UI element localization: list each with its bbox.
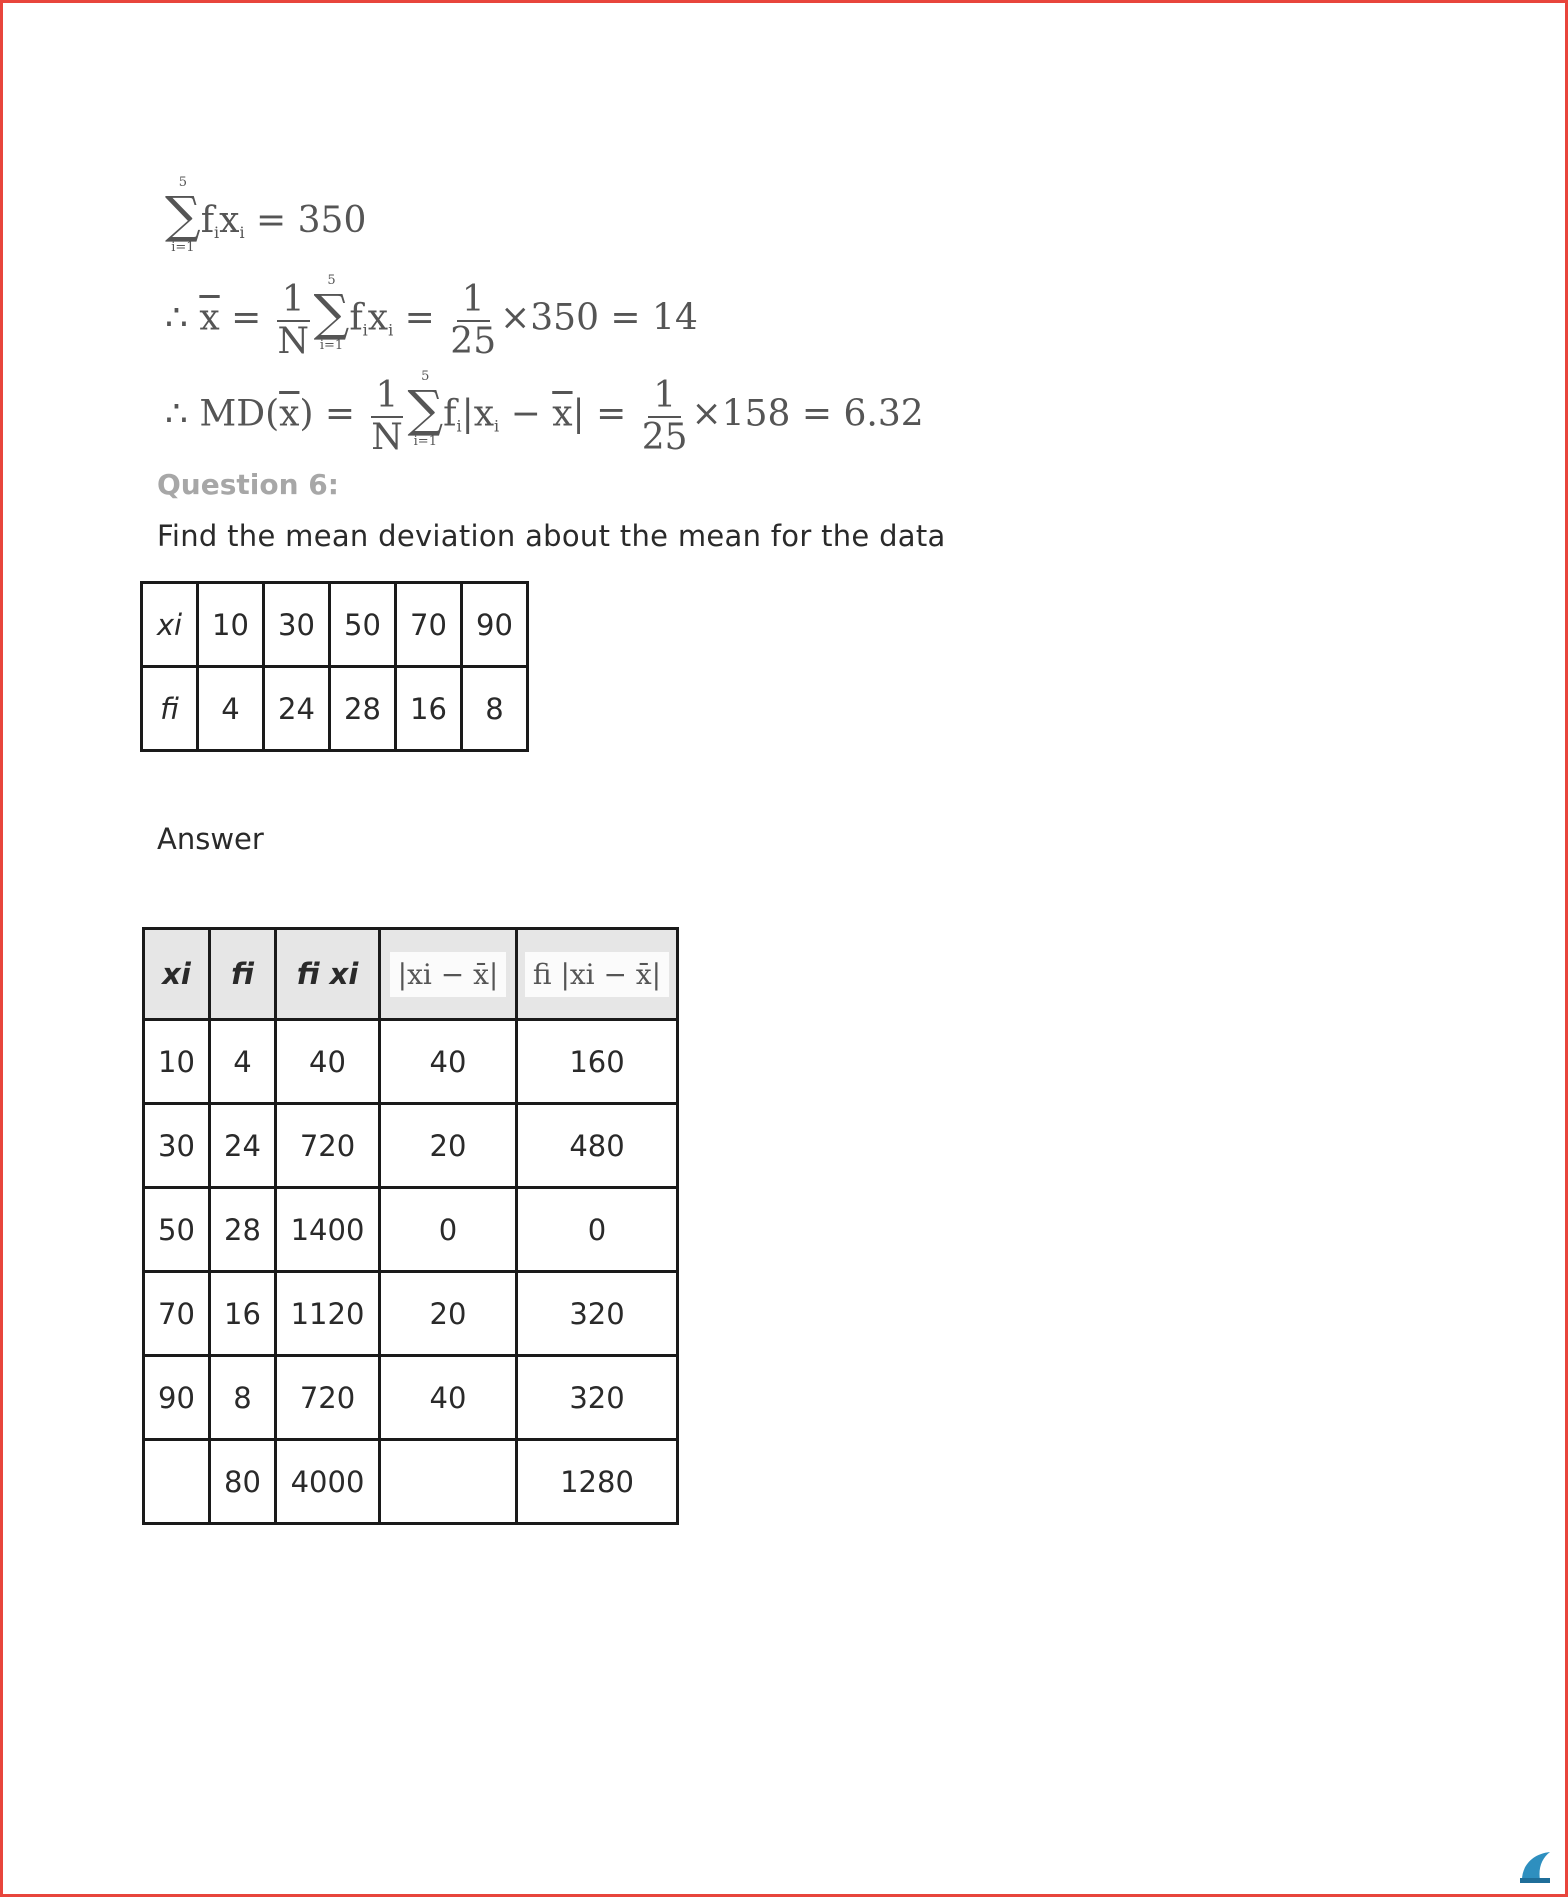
table-cell: 8 (462, 667, 528, 751)
eq1-sub: i (214, 223, 220, 242)
eq2-fraction2 (450, 280, 496, 361)
table-cell: 480 (517, 1104, 678, 1188)
table-cell: 320 (517, 1272, 678, 1356)
therefore-symbol: ∴ (165, 297, 200, 339)
table-cell: 16 (396, 667, 462, 751)
eq1-f: f (200, 200, 215, 241)
logo-icon (1518, 1848, 1552, 1884)
row-head-xi: xi (142, 583, 198, 667)
table-cell: 70 (396, 583, 462, 667)
question-text: Find the mean deviation about the mean for the data (157, 519, 946, 553)
eq2-x: x (367, 297, 389, 339)
frac-den: N (371, 416, 403, 458)
table-cell: 16 (210, 1272, 276, 1356)
eq3-xbar2: $\overline{x}$ (552, 393, 573, 435)
table-row (144, 1020, 678, 1104)
table-cell: 10 (144, 1020, 210, 1104)
table-cell: 80 (210, 1440, 276, 1524)
answer-label: Answer (157, 822, 264, 856)
eq2-f: f (349, 297, 363, 339)
frac-den: 25 (641, 416, 688, 458)
sum-upper-limit: 5 (421, 368, 430, 384)
table-cell: 1400 (276, 1188, 380, 1272)
table-cell: 1280 (517, 1440, 678, 1524)
question-data-table (140, 581, 529, 752)
header-xi: xi (144, 929, 210, 1020)
table-cell: 0 (380, 1188, 517, 1272)
table-cell: 40 (380, 1356, 517, 1440)
equation-sum-fixi (165, 175, 367, 255)
question-label: Question 6: (157, 468, 339, 501)
eq3-sub2: i (494, 416, 500, 436)
table-cell: 4000 (276, 1440, 380, 1524)
header-fixi: fi xi (276, 929, 380, 1020)
table-row (144, 1356, 678, 1440)
table-row (144, 1188, 678, 1272)
eq2-xbar: $\overline{x}$ (199, 297, 220, 339)
table-cell: 160 (517, 1020, 678, 1104)
table-cell: 40 (276, 1020, 380, 1104)
eq3-rhs: ×158 = 6.32 (691, 393, 924, 435)
eq2-sub: i (362, 320, 368, 340)
table-row (144, 1272, 678, 1356)
table-cell: 50 (144, 1188, 210, 1272)
table-cell: 90 (144, 1356, 210, 1440)
header-fi-abs-dev-formula: fi |xi − x̄| (525, 952, 669, 997)
eq3-close: ) = (299, 393, 367, 435)
table-cell: 4 (198, 667, 264, 751)
table-cell: 720 (276, 1356, 380, 1440)
table-cell: 24 (264, 667, 330, 751)
eq3-abs-open: |x (461, 393, 495, 435)
frac-den: N (277, 320, 309, 362)
sum-lower-limit: i=1 (171, 240, 195, 255)
eq3-f: f (443, 393, 457, 435)
eq3-sub: i (456, 416, 462, 436)
header-abs-dev-formula: |xi − x̄| (390, 952, 507, 997)
table-cell: 30 (264, 583, 330, 667)
table-cell (380, 1440, 517, 1524)
table-row (144, 1104, 678, 1188)
eq2-sub2: i (388, 320, 394, 340)
equation-mean-deviation (165, 368, 924, 458)
table-cell: 20 (380, 1272, 517, 1356)
table-row (142, 667, 528, 751)
table-cell: 720 (276, 1104, 380, 1188)
table-cell: 20 (380, 1104, 517, 1188)
sum-upper-limit: 5 (327, 272, 336, 288)
sum-upper-limit: 5 (178, 175, 187, 190)
table-cell: 90 (462, 583, 528, 667)
eq2-fraction (277, 280, 310, 361)
table-cell: 70 (144, 1272, 210, 1356)
table-cell: 10 (198, 583, 264, 667)
eq1-sub2: i (239, 223, 245, 242)
sum-lower-limit: i=1 (319, 337, 344, 353)
eq3-fraction2 (642, 376, 688, 457)
table-header-row (144, 929, 678, 1020)
table-cell (144, 1440, 210, 1524)
eq3-xbar: $\overline{x}$ (279, 393, 300, 435)
eq3-fraction (371, 376, 404, 457)
eq2-rhs: ×350 = 14 (500, 297, 698, 339)
header-fi: fi (210, 929, 276, 1020)
header-abs-dev (380, 929, 517, 1020)
table-cell: 40 (380, 1020, 517, 1104)
table-cell: 30 (144, 1104, 210, 1188)
eq2-equals: = (219, 297, 273, 339)
eq3-prefix: ∴ MD( (165, 393, 280, 435)
table-cell: 4 (210, 1020, 276, 1104)
row-head-fi: fi (142, 667, 198, 751)
table-cell: 50 (330, 583, 396, 667)
sigma-symbol: ∑ 5 i=1 (313, 272, 350, 353)
table-cell: 0 (517, 1188, 678, 1272)
eq2-equals2: = (393, 297, 447, 339)
frac-num: 1 (277, 280, 310, 322)
answer-table (142, 927, 679, 1525)
table-row (142, 583, 528, 667)
header-fi-abs-dev (517, 929, 678, 1020)
sum-lower-limit: i=1 (413, 433, 437, 449)
sigma-symbol: ∑ 5 i=1 (165, 175, 201, 255)
table-cell: 28 (210, 1188, 276, 1272)
table-cell: 8 (210, 1356, 276, 1440)
table-row (144, 1440, 678, 1524)
equation-mean (165, 272, 698, 362)
frac-num: 1 (371, 376, 404, 418)
eq3-minus: − (499, 393, 553, 435)
table-cell: 1120 (276, 1272, 380, 1356)
table-cell: 320 (517, 1356, 678, 1440)
eq1-rhs: = 350 (256, 200, 367, 241)
frac-den: 25 (450, 320, 497, 362)
eq3-abs-close: | = (572, 393, 638, 435)
sigma-symbol: ∑ 5 i=1 (407, 368, 444, 449)
eq1-x: x (219, 200, 240, 241)
table-cell: 28 (330, 667, 396, 751)
frac-num: 1 (648, 376, 681, 418)
frac-num: 1 (457, 280, 490, 322)
table-cell: 24 (210, 1104, 276, 1188)
